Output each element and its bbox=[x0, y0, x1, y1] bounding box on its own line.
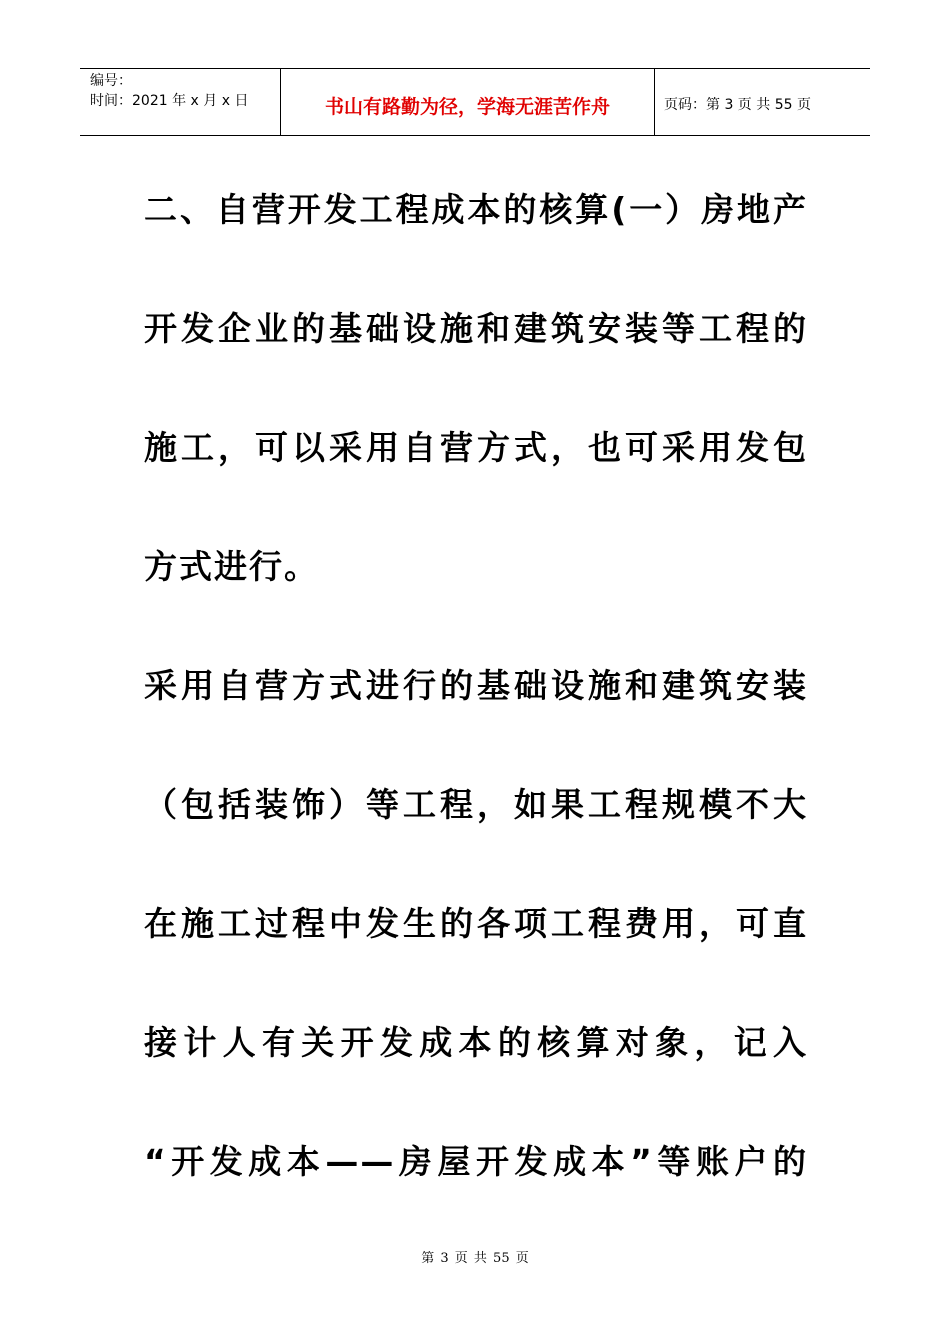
body-line: 开发企业的基础设施和建筑安装等工程的 bbox=[144, 309, 808, 348]
page-footer: 第 3 页 共 55 页 bbox=[421, 1251, 529, 1266]
body-line: （包括装饰）等工程，如果工程规模不大 bbox=[144, 785, 808, 824]
header-motto: 书山有路勤为径，学海无涯苦作舟 bbox=[281, 69, 655, 135]
document-body bbox=[144, 150, 808, 1221]
body-line: “开发成本——房屋开发成本”等账户的 bbox=[144, 1142, 808, 1181]
document-number-label: 编号： bbox=[90, 73, 132, 89]
document-date-label: 时间：2021 年 x 月 x 日 bbox=[90, 93, 249, 109]
body-line: 施工，可以采用自营方式，也可采用发包 bbox=[144, 428, 808, 467]
header-page-info: 页码：第 3 页 共 55 页 bbox=[664, 97, 811, 113]
body-line: 在施工过程中发生的各项工程费用，可直 bbox=[144, 904, 808, 943]
body-line: 接计人有关开发成本的核算对象，记入 bbox=[144, 1023, 808, 1062]
page-header bbox=[80, 68, 870, 136]
header-meta bbox=[80, 69, 281, 135]
body-line: 二、自营开发工程成本的核算(一）房地产 bbox=[144, 190, 808, 229]
body-line: 采用自营方式进行的基础设施和建筑安装 bbox=[144, 666, 808, 705]
body-line: 方式进行。 bbox=[144, 547, 319, 586]
